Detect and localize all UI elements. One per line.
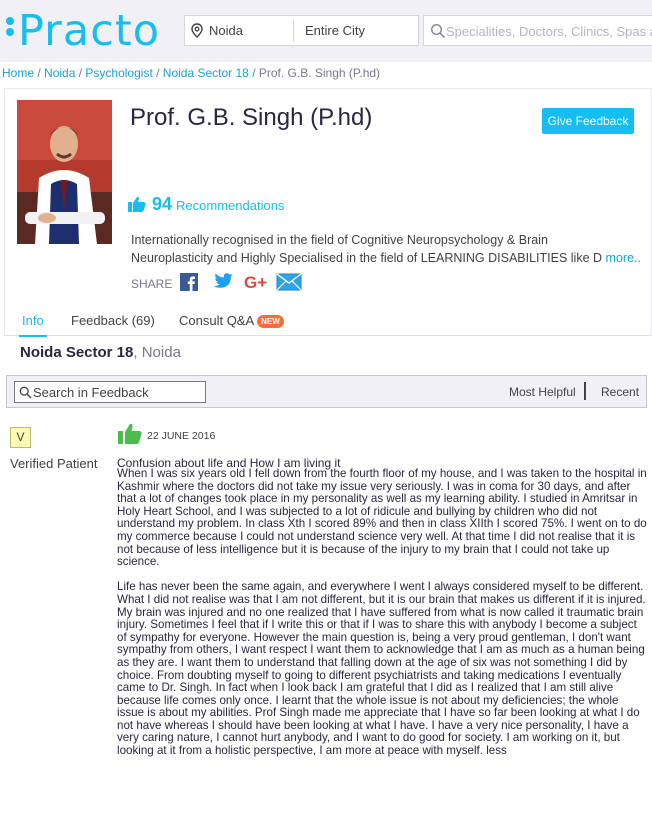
tab-info[interactable]: Info bbox=[22, 313, 44, 328]
breadcrumb-separator: / bbox=[248, 66, 259, 80]
give-feedback-button[interactable]: Give Feedback bbox=[542, 108, 634, 134]
recommendations bbox=[128, 194, 284, 215]
breadcrumb-city[interactable]: Noida bbox=[44, 66, 76, 80]
breadcrumb-home[interactable]: Home bbox=[2, 66, 35, 80]
reviewer-avatar: V bbox=[10, 427, 31, 448]
svg-text:G+: G+ bbox=[244, 273, 268, 291]
email-icon[interactable] bbox=[276, 273, 302, 291]
logo-text: Practo bbox=[18, 6, 161, 56]
share-label: SHARE bbox=[131, 277, 173, 291]
breadcrumb-current: Prof. G.B. Singh (P.hd) bbox=[258, 66, 381, 80]
sort-recent[interactable]: Recent bbox=[601, 385, 640, 399]
tab-consult-qa-label: Consult Q&A bbox=[179, 313, 255, 328]
thumbs-up-icon bbox=[128, 196, 146, 212]
main-search[interactable] bbox=[423, 15, 652, 46]
breadcrumb-speciality[interactable]: Psychologist bbox=[85, 66, 153, 80]
reviewer-name: Verified Patient bbox=[10, 456, 98, 471]
recommendations-count: 94 bbox=[152, 194, 173, 214]
search-icon bbox=[19, 386, 32, 399]
review-title: Confusion about life and How I am living it bbox=[117, 456, 341, 470]
bio-more-link[interactable]: more.. bbox=[605, 251, 641, 265]
thumbs-up-icon bbox=[118, 423, 142, 444]
breadcrumb-separator: / bbox=[75, 66, 86, 80]
clinic-location bbox=[20, 344, 181, 361]
new-badge: NEW bbox=[257, 315, 284, 328]
review-paragraph-text: Life has never been the same again, and everywhere I went I always considered myself to be different. What I did not realise was that I am not different, but it is our brain that makes us different if it is injured. My brain was injured and no one realized that I have suffered from what is now called it traumatic brain injury. Sometimes I feel that if I write this or that if I was to share this with anybody I become a subject of sympathy for everyone. However the main question is, being a very proud gentleman, I don't want sympathy from others, I want respect I want them to acknowledge that I am as much as a human being as they are. I want them to understand that falling down at the age of six was not something I did by choice. From doubting myself to going to different psychiatrists and taking medications I eventually came to Dr. Singh. In fact when I look back I am grateful that I did as I realized that I am still alive because life comes only once. I learnt that the whole issue is not about my deficiencies; the whole issue is about my abilities. Prof Singh made me appreciate that I have so far been looking at what I do not have whereas I should have been looking at what I have. I have a very nice personality, I have a very caring nature, I cannot hurt anybody, and I want to do good for society. I am working on it, but looking at it from a holistic perspective, I am more at peace with myself. bbox=[117, 580, 646, 758]
breadcrumb-separator: / bbox=[34, 66, 45, 80]
review-body bbox=[117, 468, 647, 770]
sort-most-helpful[interactable]: Most Helpful bbox=[509, 385, 576, 399]
google-plus-icon[interactable] bbox=[244, 273, 270, 291]
review-date: 22 JUNE 2016 bbox=[147, 430, 216, 442]
location-pin-icon bbox=[191, 23, 203, 38]
logo-dots-icon bbox=[6, 14, 16, 39]
clinic-city: Noida bbox=[141, 344, 181, 361]
practo-logo[interactable] bbox=[6, 6, 160, 56]
breadcrumb-locality[interactable]: Noida Sector 18 bbox=[162, 66, 249, 80]
clinic-separator: , bbox=[133, 344, 142, 361]
doctor-bio bbox=[131, 231, 646, 267]
bio-line: Internationally recognised in the field of Cognitive Neuropsychology & Brain bbox=[131, 233, 548, 247]
location-divider bbox=[293, 20, 294, 42]
search-icon bbox=[430, 23, 446, 39]
clinic-locality: Noida Sector 18 bbox=[20, 344, 134, 361]
review-paragraph: When I was six years old I fell down from the fourth floor of my house, and I was taken to the hospital in Kashmir where the doctors did not take my issue very seriously. I was in coma for 30 days, and after that a lot of changes took place in my personality as well as my learning ability. I studied in Amritsar in Holy Heart School, and I was subjected to a lot of ridicule and bullying by children who did not understand my problem. In class Xth I scored 89% and then in class XIIth I scored 75%. I went on to do my commerce because I could not understand science very well. At that time I did not realise that it is not because of less intelligence but it is because of the injury to my brain that I could not take up science. bbox=[117, 467, 647, 569]
bio-line-text: Neuroplasticity and Highly Specialised in the field of LEARNING DISABILITIES like D bbox=[131, 251, 603, 265]
feedback-toolbar bbox=[6, 375, 647, 408]
tab-consult-qa[interactable] bbox=[179, 313, 284, 328]
top-navbar bbox=[0, 0, 652, 62]
twitter-icon[interactable] bbox=[213, 273, 233, 290]
location-area[interactable]: Entire City bbox=[305, 23, 365, 38]
doctor-photo bbox=[17, 100, 112, 244]
breadcrumb bbox=[2, 66, 380, 80]
bio-line bbox=[131, 249, 646, 267]
breadcrumb-separator: / bbox=[152, 66, 163, 80]
facebook-icon[interactable] bbox=[180, 273, 198, 291]
tab-feedback[interactable]: Feedback (69) bbox=[71, 313, 155, 328]
location-selector[interactable] bbox=[184, 15, 419, 46]
search-input[interactable] bbox=[446, 19, 652, 43]
review-less-link[interactable]: less bbox=[486, 744, 507, 758]
location-city[interactable]: Noida bbox=[209, 23, 243, 38]
profile-tabs bbox=[4, 309, 652, 336]
feedback-search-input[interactable] bbox=[33, 383, 203, 401]
doctor-name: Prof. G.B. Singh (P.hd) bbox=[130, 104, 373, 131]
recommendations-label: Recommendations bbox=[176, 198, 285, 213]
sort-divider bbox=[584, 382, 586, 400]
feedback-search[interactable] bbox=[14, 381, 206, 403]
review-paragraph bbox=[117, 581, 647, 757]
